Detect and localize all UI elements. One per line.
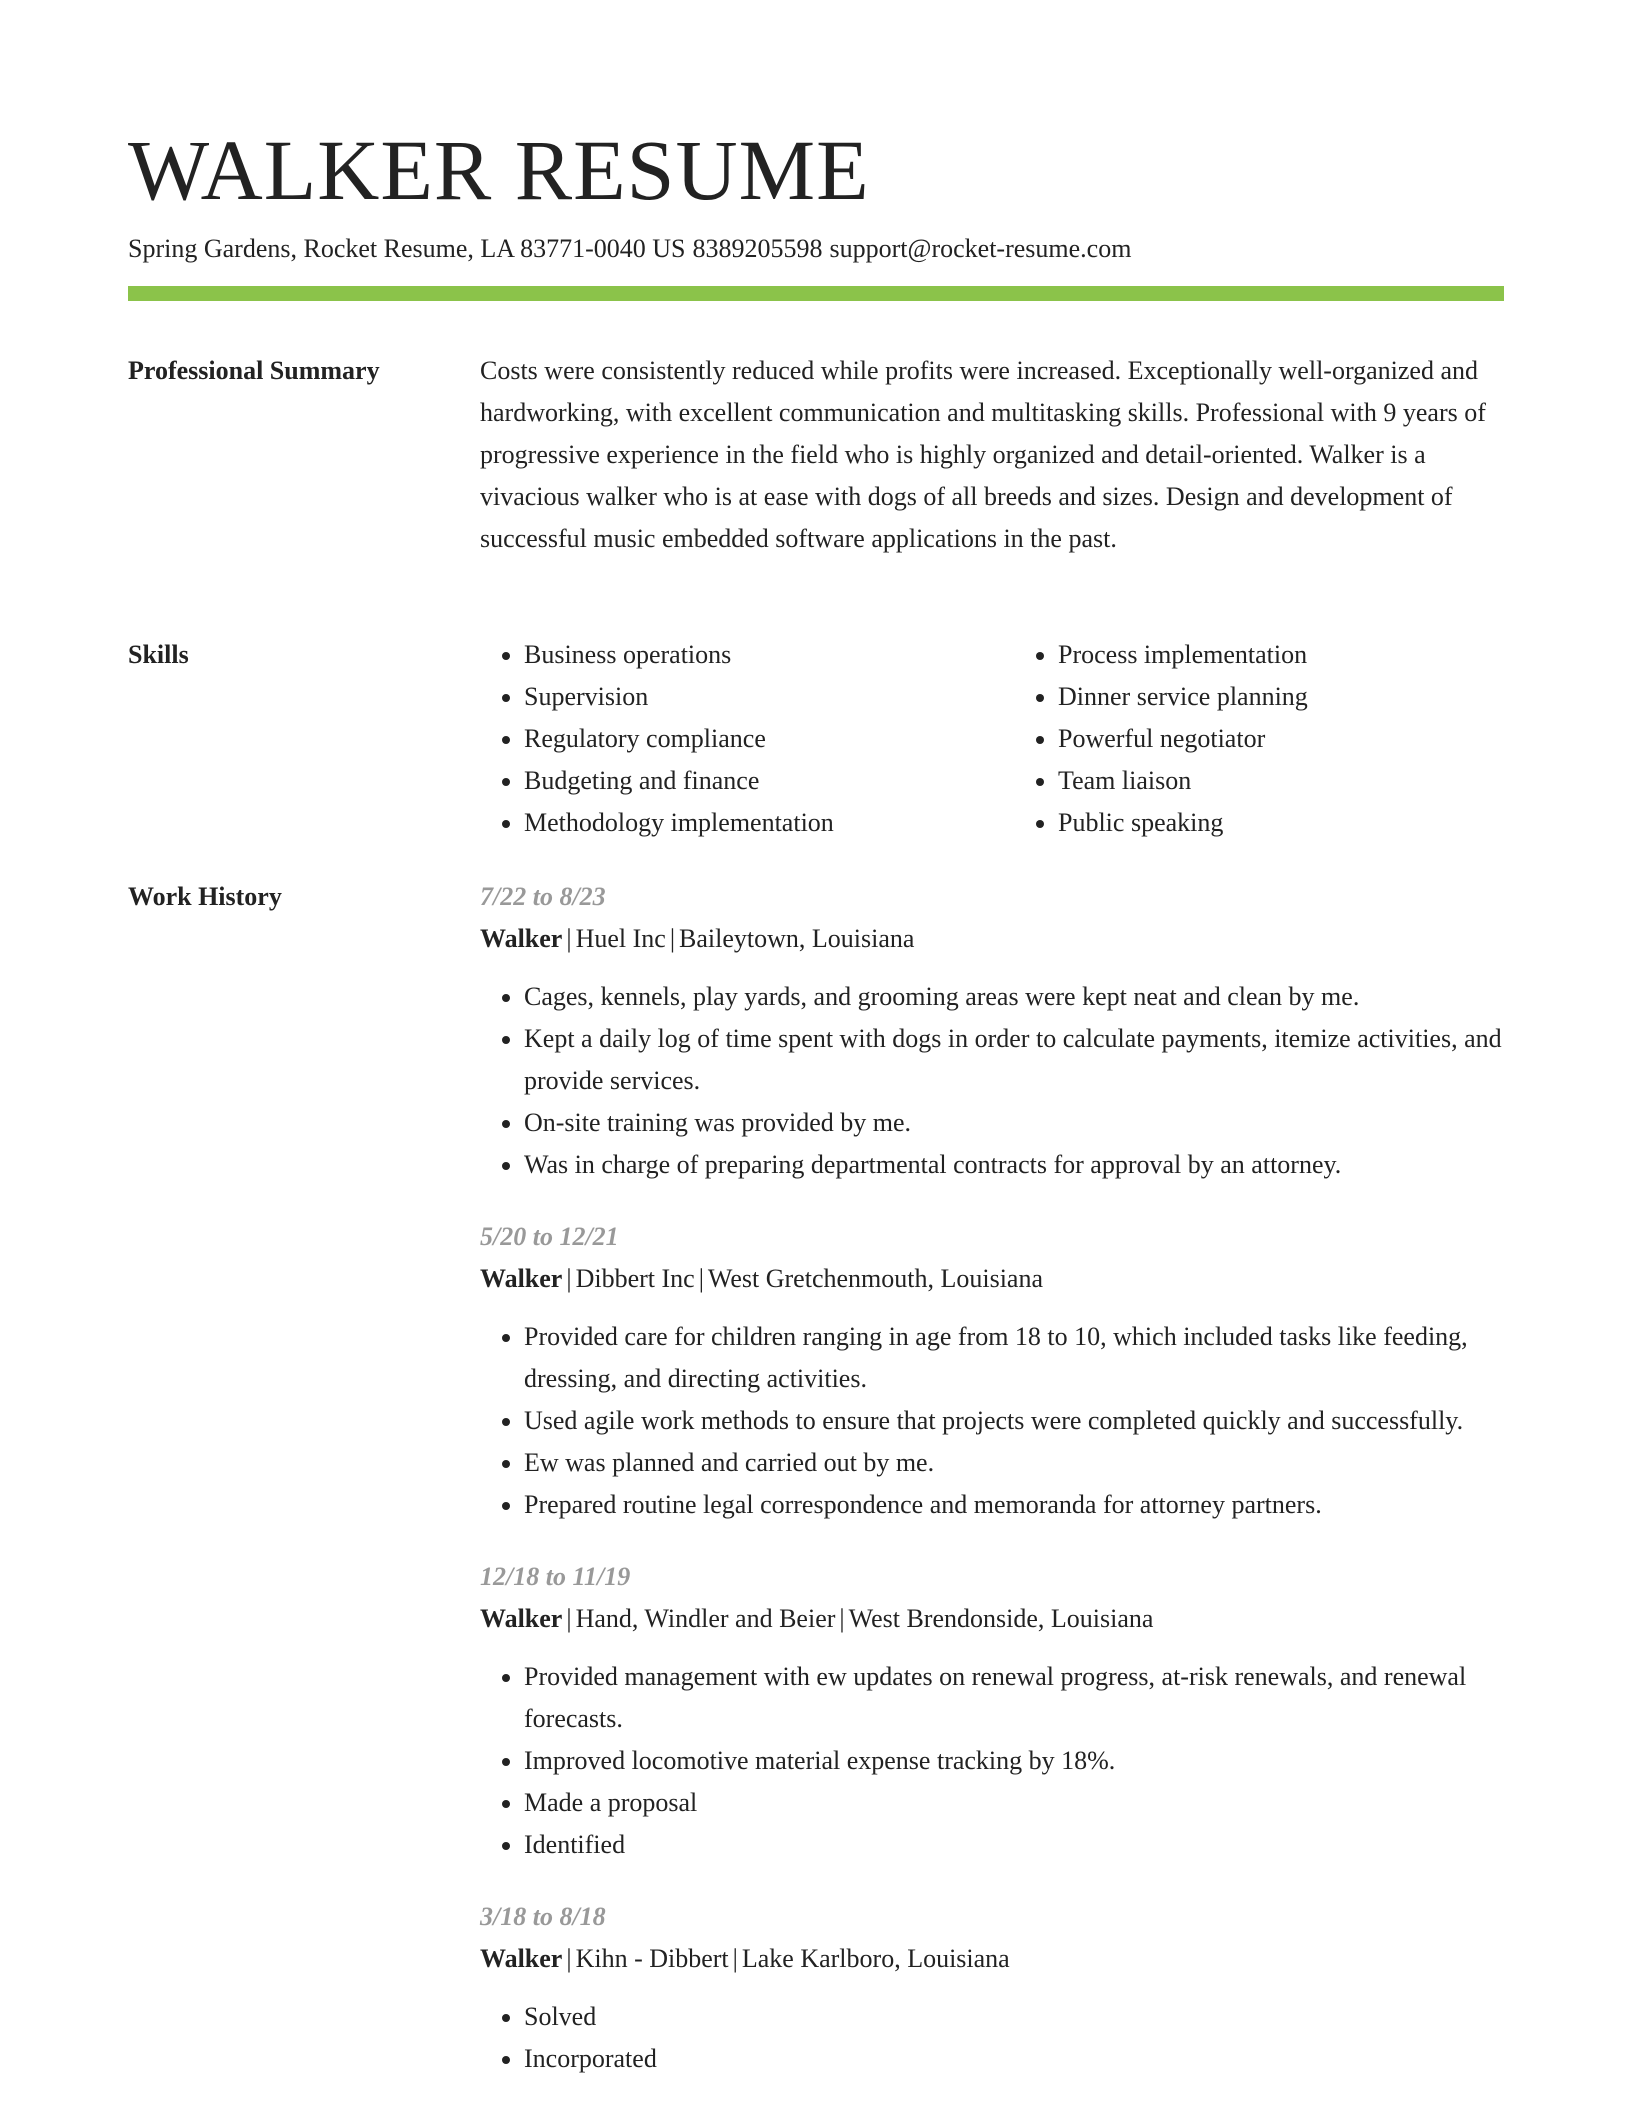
job-location: Lake Karlboro, Louisiana — [741, 1944, 1010, 1973]
summary-body — [480, 350, 1504, 560]
skill-item: • Powerful negotiator — [1058, 718, 1504, 760]
job-bullet: • Kept a daily log of time spent with dogs in order to calculate payments, itemize activities, and provide services. — [524, 1018, 1504, 1102]
contact-line — [128, 229, 1131, 269]
job-header — [480, 1938, 1504, 1980]
job-header — [480, 1258, 1504, 1300]
skill-item: • Supervision — [524, 676, 970, 718]
job-bullet: • Cages, kennels, play yards, and grooming areas were kept neat and clean by me. — [524, 976, 1504, 1018]
separator: | — [698, 1264, 704, 1293]
job-bullet: • Provided care for children ranging in age from 18 to 10, which included tasks like feeding, dressing, and directing activities. — [524, 1316, 1504, 1400]
header-divider — [128, 286, 1504, 301]
job-header — [480, 1598, 1504, 1640]
job-bullet: • Made a proposal — [524, 1782, 1504, 1824]
separator: | — [669, 924, 676, 953]
skill-item: • Budgeting and finance — [524, 760, 970, 802]
summary-text: Costs were consistently reduced while profits were increased. Exceptionally well-organized and hardworking, with excellent communication and multitasking skills. Professional with 9 years of progressive experience in the field who is highly organized and detail-oriented. Walker is a vivacious walker who is at ease with dogs of all breeds and sizes. Design and development of successful music embedded software applications in the past. — [480, 356, 1486, 553]
job-bullet: • Prepared routine legal correspondence and memoranda for attorney partners. — [524, 1484, 1504, 1526]
job-bullets — [480, 1316, 1504, 1526]
job-dates: 3/18 to 8/18 — [480, 1902, 606, 1931]
job-entry — [480, 1896, 1504, 2080]
job-title: Walker — [480, 924, 563, 953]
resume-name: WALKER RESUME — [128, 122, 870, 218]
job-title: Walker — [480, 1264, 563, 1293]
job-bullets — [480, 1996, 1504, 2080]
job-bullet: • Identified — [524, 1824, 1504, 1866]
separator: | — [566, 1604, 572, 1633]
contact-address: Spring Gardens, Rocket Resume, LA 83771-0040 US — [128, 234, 686, 263]
skills-list-left — [480, 634, 970, 844]
skill-item: • Methodology implementation — [524, 802, 970, 844]
contact-email: support@rocket-resume.com — [829, 234, 1132, 263]
skills-list-right — [1014, 634, 1504, 844]
separator: | — [732, 1944, 738, 1973]
job-dates: 7/22 to 8/23 — [480, 882, 606, 911]
work-history-body — [480, 876, 1504, 2110]
job-bullet: • Ew was planned and carried out by me. — [524, 1442, 1504, 1484]
job-header — [480, 918, 1504, 960]
skill-item: • Dinner service planning — [1058, 676, 1504, 718]
job-title: Walker — [480, 1604, 563, 1633]
skill-item: • Business operations — [524, 634, 970, 676]
separator: | — [566, 1944, 572, 1973]
job-location: West Brendonside, Louisiana — [848, 1604, 1154, 1633]
work-history-heading: Work History — [128, 882, 282, 911]
job-company: Dibbert Inc — [575, 1264, 695, 1293]
job-bullets — [480, 976, 1504, 1186]
skill-item: • Regulatory compliance — [524, 718, 970, 760]
job-bullet: • Improved locomotive material expense tracking by 18%. — [524, 1740, 1504, 1782]
job-entry — [480, 876, 1504, 1186]
job-entry — [480, 1216, 1504, 1526]
skill-item: • Public speaking — [1058, 802, 1504, 844]
job-location: Baileytown, Louisiana — [679, 924, 915, 953]
job-bullets — [480, 1656, 1504, 1866]
job-bullet: • On-site training was provided by me. — [524, 1102, 1504, 1144]
summary-heading: Professional Summary — [128, 356, 380, 385]
job-location: West Gretchenmouth, Louisiana — [707, 1264, 1043, 1293]
job-company: Hand, Windler and Beier — [575, 1604, 836, 1633]
skill-item: • Team liaison — [1058, 760, 1504, 802]
job-bullet: • Provided management with ew updates on renewal progress, at-risk renewals, and renewal forecasts. — [524, 1656, 1504, 1740]
skills-body — [480, 634, 1504, 844]
job-company: Kihn - Dibbert — [575, 1944, 729, 1973]
job-dates: 5/20 to 12/21 — [480, 1222, 619, 1251]
job-bullet: • Incorporated — [524, 2038, 1504, 2080]
job-dates: 12/18 to 11/19 — [480, 1562, 631, 1591]
job-company: Huel Inc — [575, 924, 666, 953]
job-bullet: • Was in charge of preparing departmental contracts for approval by an attorney. — [524, 1144, 1504, 1186]
skills-heading: Skills — [128, 640, 189, 669]
job-bullet: • Used agile work methods to ensure that projects were completed quickly and successfully. — [524, 1400, 1504, 1442]
skills-columns — [480, 634, 1504, 844]
job-title: Walker — [480, 1944, 563, 1973]
separator: | — [839, 1604, 845, 1633]
contact-phone: 8389205598 — [692, 234, 823, 263]
separator: | — [566, 924, 572, 953]
skill-item: • Process implementation — [1058, 634, 1504, 676]
job-bullet: • Solved — [524, 1996, 1504, 2038]
job-entry — [480, 1556, 1504, 1866]
separator: | — [566, 1264, 572, 1293]
